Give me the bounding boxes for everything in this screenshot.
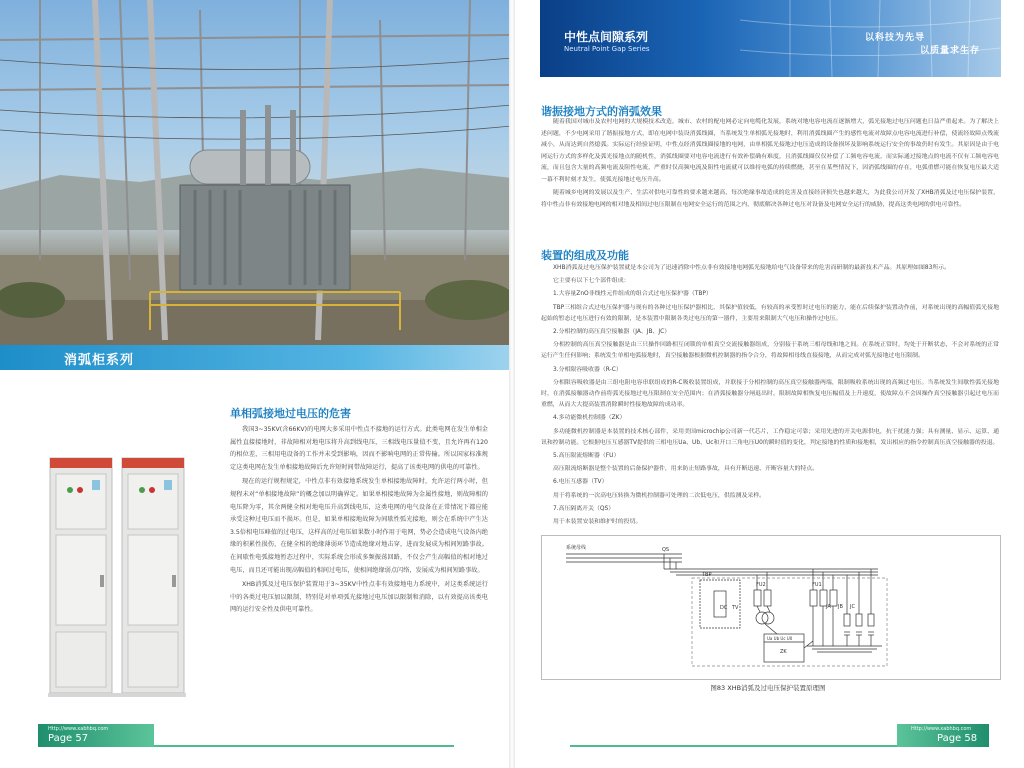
footer-rule (570, 745, 897, 747)
circuit-diagram (541, 535, 1001, 680)
harm-paragraph: XHB消弧及过电压保护装置用于3~35KV中性点非有效接地电力系统中，对这类系统运行中的各类过电压加以限制，特别是对单项弧光接地过电压加以限制和消除，以有效提高该类电网的运行安全性及供电可靠性。 (230, 581, 488, 614)
composition-line: TBP三相组合式过电压保护器与现有的各种过电压保护器相比，其保护值较低，有较高的承受暂时过电压的能力，能在后续保护装置动作前，对系统出现的高幅值弧光接地起始的暂态过电压进行有效的限制，是本装置中限制各类过电压的第一器件，主要用来限制大气电压和操作过电压。 (541, 304, 999, 322)
circuit-schematic (542, 536, 1000, 679)
harm-section-body (230, 424, 488, 619)
composition-section-title: 装置的组成及功能 (541, 249, 629, 262)
label-tv: TV (732, 605, 739, 611)
label-fu1: FU1 (812, 582, 822, 588)
substation-photo (0, 0, 512, 345)
resonant-section-title: 谐振接地方式的消弧效果 (541, 105, 662, 118)
composition-line: 用于本装置安装和维护时的投切。 (553, 519, 642, 526)
label-qs: QS (662, 547, 670, 553)
composition-line: 7.高压隔离开关（QS） (553, 505, 615, 512)
harm-paragraph: 我国3~35KV(含66KV)的电网大多采用中性点不接地的运行方式。此类电网在发生单相金属性直接接地时，非故障相对地电压将升高到线电压，三相线电压量值不变，且允许再有120 的相位差，三相用电设备的工作并未受到影响，因而不影响电网的正常传输。所以国家标准规定这类电网在发生单相接地故障后允许短时间带故障运行，提高了该类电网的供电的可靠性。 (230, 426, 488, 471)
center-gutter (509, 0, 515, 768)
series-band (0, 345, 512, 370)
composition-line: 6.电压互感器（TV） (553, 479, 608, 486)
composition-line: 它主要有以下七个部件组成： (553, 278, 630, 285)
label-jb: JB (838, 604, 843, 610)
label-fu2: FU2 (756, 582, 766, 588)
series-header (540, 0, 1001, 77)
composition-line: 多功能微机控制器是本装置的技术核心部件，采用美国microchip公司新一代芯片，工作稳定可靠；采用先进的开关电源供电，抗干扰能力强；具有测量、显示、运算、通讯和控制功能。它根据电压互感器TV提供的三相电压Ua、Ub、Uc和开口三角电压U0的瞬时值的变化，判定接地的性质和接地相，发出相应的指令控制真压真空接触器的投退。 (541, 428, 999, 446)
slogan-2: 以质量求生存 (920, 46, 981, 56)
series-label: 消弧柜系列 (64, 353, 135, 368)
harm-paragraph: 现在的运行规程规定，中性点非有效接地系统发生单相接地故障时，允许运行两小时，但规程未对“单相接地故障”的概念加以明确界定。如果单相接地故障为金属性接地，则故障相的电压降为零，其余两健全相对地电压升高到线电压，这类电网的电气设备在正常情况下都应能承受这种过电压而不损坏。但是，如果单相接地故障为间歇性弧光接地，则会在系统中产生达3.5倍相电压峰值的过电压，这样高的过电压如果数小时作用于电网，势必会造成电气设备内绝缘的积累性损伤，在健全相的绝缘薄弱环节造成绝缘对地击穿，进而发展成为相间短路事故。在间歇性电弧接地暂态过程中，实际系统会形成多频振荡回路，不仅会产生高幅值的相对地过电压，而且还可能出现高幅值的相间过电压，使相间绝缘弱点闪络，发展成为相间短路事故。 (230, 478, 488, 574)
composition-line: 用于将系统的一次高电压转换为微机控制器可处理的二次低电压，供监测及采样。 (553, 492, 766, 499)
diagram-caption: 图83 XHB消弧及过电压保护装置原理图 (710, 684, 826, 692)
footer-rule (154, 745, 454, 747)
composition-line: 高压限流熔断器是整个装置的后备保护器件，用来防止短路事故，具有开断迅速、开断容量大的特点。 (553, 466, 819, 473)
footer-url: Http://www.xabhbq.com (911, 726, 972, 732)
composition-intro: XHB消弧及过电压保护装置就是本公司为了迅速消除中性点非有效接地电网弧光接地给电气设备带来的危害而研制的最新技术产品。其原理如图83所示。 (553, 265, 951, 271)
header-title: 中性点间隙系列 (564, 30, 649, 44)
label-zk-inputs: Ua Ub Uc U0 (767, 636, 793, 641)
label-dc: DC (720, 605, 728, 611)
label-ja: JA (826, 604, 831, 610)
composition-line: 4.多功能微机控制器（ZK） (553, 415, 626, 422)
composition-line: 分相限容吸收器是由三组电阻电容串联组成的R-C吸收装置组成，并联接于分相控制的高压真空接触器两端，限制吸收系统出现的高频过电压。当系统发生间歇性弧光接地时，在消弧接触器动作前将弧光接地过电压限制在安全范围内；在消弧接触器分闸退出时，限制故障相恢复电压幅值及上升速度，使故障点不会因操作真空接触器引起过电压而重燃，从而大大提高装置消除瞬时性接地故障的成功率。 (541, 379, 999, 409)
resonant-section-body (541, 117, 999, 213)
resonant-paragraph: 随着我国对城市及农村电网的大规模技术改造，城市、农村的配电网必定向电缆化发展，系统对地电容电流在逐渐增大，弧光接地过电压问题也日益严重起来。为了解决上述问题，不少电网采用了谐振接地方式，即在电网中装设消弧线圈，当系统发生单相弧光接地时，利用消弧线圈产生的感性电流对故障点电容电流进行补偿，使流经故障点残流减小，从而达到自然熄弧。实际运行经验证明，中性点经消弧线圈接地的电网，由单相弧光接地过电压造成的设备损坏及影响系统运行安全的事故仍时有发生。其原因是由于电网运行方式的多样化及弧光接地点的随机性，消弧线圈要对电容电流进行有效补偿确有难度，且消弧线圈仅仅补偿了工频电容电流，而实际通过接地点的电流不仅有工频电容电流，而且包含大量的高频电流及阻性电流，严重时仅高频电流及阻性电流就可以维持电弧的持续燃烧，甚至在某些情况下，因消弧线圈的存在，电弧重燃可能在恢复电压最大适一幕不利时刻才发生，使弧光接地过电压升高。 (541, 119, 999, 183)
right-page (512, 0, 1024, 768)
composition-line: 3.分相限容吸收器（R-C） (553, 366, 622, 373)
composition-section-body (541, 263, 999, 530)
footer-url: Http://www.xabhbq.com (48, 726, 109, 732)
resonant-paragraph: 随着城乡电网的发展以及生产、生活对供电可靠性的要求越来越高，每次绝缘事故造成的危害及直接经济损失也越来越大，为此我公司开发了XHB消弧及过电压保护装置，将中性点非有效接地电网的相对地及相间过电压限制在电网安全运行的范围之内，彻底解决各种过电压对设备及电网安全运行的威胁，提高这类电网的供电可靠性。 (541, 190, 999, 208)
page-number: Page 58 (937, 733, 978, 744)
harm-section-title: 单相弧接地过电压的危害 (230, 407, 351, 420)
label-jc: JC (850, 604, 855, 610)
label-bus: 系统母线 (566, 545, 587, 551)
slogan-1: 以科技为先导 (865, 33, 926, 43)
composition-line: 5.高压限流熔断器（FU） (553, 453, 620, 460)
composition-line: 2.分相控制的高压真空接触器（JA、JB、JC） (553, 329, 671, 336)
composition-line: 1.大容量ZnO非线性元件组成的组合式过电压保护器（TBP） (553, 291, 712, 298)
cabinet-photo (0, 370, 230, 720)
header-subtitle: Neutral Point Gap Series (564, 45, 650, 53)
label-zk: ZK (780, 649, 787, 655)
footer-right (897, 724, 989, 747)
composition-line: 分相控制的高压真空接触器是由三只操作回路相互闭锁的单相真空交流接触器组成，分别接于系统三相母线和地之间。在系统正常时，均处于开断状态，不会对系统的正常运行产生任何影响；系统发生单相电弧接地时，真空接触器根据微机控制器的指令合分，将故障相母线直接接地，从而完成对弧光接地过电压限制。 (541, 342, 999, 360)
substation-illustration (0, 0, 512, 345)
label-tbp: TBP (702, 572, 712, 578)
cabinet-illustration (0, 370, 230, 720)
page-number: Page 57 (48, 733, 89, 744)
footer-left (38, 724, 154, 747)
